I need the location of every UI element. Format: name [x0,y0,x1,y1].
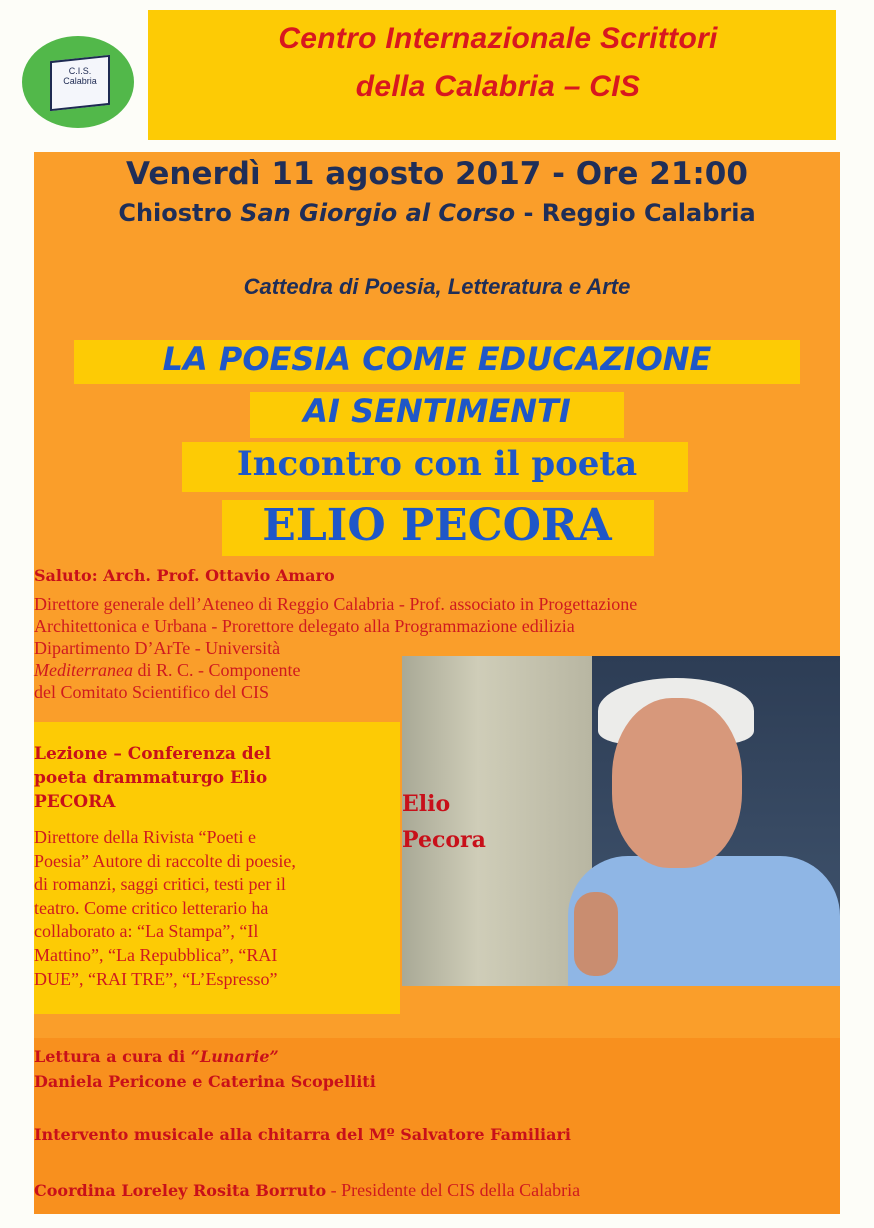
lezione-heading-line3: PECORA [34,792,116,812]
saluto-heading: Saluto: Arch. Prof. Ottavio Amaro [34,566,335,585]
headline-line1: LA POESIA COME EDUCAZIONE [162,340,712,378]
organization-title-line1: Centro Internazionale Scrittori [278,22,718,55]
logo-container [10,10,140,128]
saluto-line5: del Comitato Scientifico del CIS [34,682,269,702]
place-prefix: Chiostro [118,199,232,227]
lezione-line: Mattino”, “La Repubblica”, “RAI [34,944,278,965]
coordina-name: Coordina Loreley Rosita Borruto [34,1181,327,1200]
saluto-line4-rest: di R. C. - Componente [132,660,301,680]
photo-caption-line1: Elio [402,791,451,817]
photo-caption [402,786,486,858]
lettura-prefix: Lettura a cura di [34,1047,186,1066]
university-name: Mediterranea [34,660,133,680]
headline-line3: Incontro con il poeta [236,444,638,484]
saluto-line1: Direttore generale dell’Ateneo di Reggio Calabria - Prof. associato in Progettazione [34,594,638,614]
lezione-line: DUE”, “RAI TRE”, “L’Espresso” [34,968,278,989]
lettura-names: Daniela Pericone e Caterina Scopelliti [34,1072,376,1091]
lettura-line [34,1044,376,1069]
photo-hand [574,892,618,976]
lettura-group: “Lunarie” [190,1047,279,1066]
lezione-line: di romanzi, saggi critici, testi per il [34,874,286,895]
lezione-line: collaborato a: “La Stampa”, “Il [34,921,259,942]
cis-logo [22,36,134,128]
lettura-block [34,1044,376,1094]
organization-title-line2: della Calabria – CIS [355,70,641,103]
lezione-heading [34,742,271,814]
lezione-line: teatro. Come critico letterario ha [34,897,269,918]
lezione-text [34,826,400,991]
place-name: San Giorgio al Corso [240,199,516,227]
photo-face [612,698,742,868]
lezione-heading-line2: poeta drammaturgo Elio [34,768,268,788]
logo-text: C.I.S. Calabria [63,66,97,86]
event-date: Venerdì 11 agosto 2017 - Ore 21:00 [126,156,748,192]
lezione-line: Direttore della Rivista “Poeti e [34,827,256,847]
event-place [34,199,840,227]
saluto-line2: Architettonica e Urbana - Prorettore delegato alla Programmazione edilizia [34,616,575,636]
headline-line2: AI SENTIMENTI [303,392,571,430]
place-city: - Reggio Calabria [523,199,756,227]
coordina-line [34,1179,580,1201]
saluto-line3: Dipartimento D’ArTe - Università [34,638,281,658]
event-series: Cattedra di Poesia, Letteratura e Arte [243,274,631,299]
coordina-role: - Presidente del CIS della Calabria [326,1180,581,1200]
lezione-heading-line1: Lezione – Conferenza del [34,744,271,764]
photo-caption-line2: Pecora [402,827,486,853]
poet-photo [402,656,840,986]
intervento-line: Intervento musicale alla chitarra del Mº Salvatore Familiari [34,1125,572,1144]
lezione-line: Poesia” Autore di raccolte di poesie, [34,850,296,871]
poet-name: ELIO PECORA [262,500,612,551]
